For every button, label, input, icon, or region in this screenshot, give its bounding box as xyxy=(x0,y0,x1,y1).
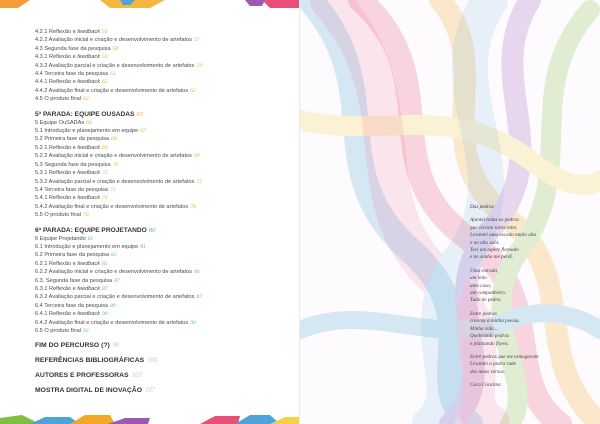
toc-entry[interactable] xyxy=(35,78,285,86)
toc-entry[interactable] xyxy=(35,95,285,103)
section-title: 6ª PARADA: EQUIPE PROJETANDO xyxy=(35,226,147,234)
toc-entry-text: 5.2 Primeira fase da pesquisa xyxy=(35,136,110,143)
poem-line: dos meus versos. xyxy=(470,368,506,375)
toc-major-title: AUTORES E PROFESSORAS xyxy=(35,372,129,380)
toc-entry-emphasis: feedback xyxy=(77,79,100,86)
page-number: 69 xyxy=(193,153,200,160)
toc-entry[interactable] xyxy=(35,277,285,285)
page-number: 65 xyxy=(136,110,143,118)
toc-entry[interactable] xyxy=(35,211,285,219)
toc-entry-text: 6.2.1 Reflexão e xyxy=(35,260,78,267)
page-number: 76 xyxy=(190,203,196,210)
poem-line: Levantei uma escada muito alta xyxy=(470,232,537,239)
poem-line: que vieram sobre mim. xyxy=(470,224,518,231)
toc-major-entry[interactable] xyxy=(35,371,285,381)
toc-list xyxy=(35,28,285,396)
page-number: 81 xyxy=(140,243,146,250)
toc-entry-emphasis: feedback xyxy=(77,260,100,267)
toc-entry-text: 5.4 Terceira fase da pesquisa xyxy=(35,186,108,193)
toc-entry-text: 6.4.1 Reflexão e xyxy=(35,311,78,318)
toc-entry[interactable] xyxy=(35,310,285,318)
toc-entry-emphasis: feedback xyxy=(77,29,100,35)
poem-stanza xyxy=(470,268,590,305)
toc-entry[interactable] xyxy=(35,36,285,44)
poem-stanza xyxy=(470,217,590,261)
page-number: 82 xyxy=(111,252,117,259)
toc-entry-text: 4.2.2 Avaliação inicial e criação e desenvolvimento de artefatos xyxy=(35,37,192,44)
poem-line: Levantei a pedra rude xyxy=(470,361,516,368)
toc-entry[interactable] xyxy=(35,203,285,211)
page-number: 87 xyxy=(196,294,203,301)
page-number: 70 xyxy=(112,161,119,168)
toc-entry-text: 4.3.1 Reflexão e xyxy=(35,54,78,61)
toc-entry[interactable] xyxy=(35,127,285,135)
toc-entry-text: 6.4.2 Avaliação final e criação e desenvolvimento de artefatos xyxy=(35,319,189,326)
toc-entry[interactable] xyxy=(35,319,285,327)
toc-entry-text: 6.4 Terceira fase da pesquisa xyxy=(35,302,108,309)
page-number: 96 xyxy=(112,342,120,350)
toc-entry[interactable] xyxy=(35,302,285,310)
toc-entry-text: 5.3 Segunda fase da pesquisa xyxy=(35,161,111,168)
page-number: 92 xyxy=(83,328,89,334)
page-number: 90 xyxy=(190,319,196,326)
toc-major-entry[interactable] xyxy=(35,386,285,396)
toc-entry[interactable] xyxy=(35,70,285,78)
toc-entry[interactable] xyxy=(35,144,285,152)
toc-entry[interactable] xyxy=(35,45,285,53)
toc-entry-text: 5 Equipe OuSADAs xyxy=(35,119,85,126)
toc-entry[interactable] xyxy=(35,161,285,169)
page-number: 89 xyxy=(109,302,116,309)
page-number: 59 xyxy=(102,54,108,61)
toc-section-4-entries xyxy=(35,28,285,104)
toc-entry-text: 6.2.2 Avaliação inicial e criação e desenvolvimento de artefatos xyxy=(35,269,192,276)
poem-line: um companheiro. xyxy=(470,290,507,297)
page-number: 62 xyxy=(190,87,196,94)
toc-entry[interactable] xyxy=(35,194,285,202)
page-number: 59 xyxy=(196,62,203,69)
poem-line: Ajuntei todas as pedras xyxy=(470,217,519,224)
toc-entry[interactable] xyxy=(35,268,285,276)
toc-entry-text: 5.5 O produto final xyxy=(35,212,82,219)
toc-entry[interactable] xyxy=(35,53,285,61)
toc-entry[interactable] xyxy=(35,28,285,36)
page-number: 66 xyxy=(86,119,92,126)
toc-entry[interactable] xyxy=(35,152,285,160)
page-number: 61 xyxy=(109,71,116,78)
toc-entry[interactable] xyxy=(35,260,285,268)
page-number: 72 xyxy=(102,170,108,177)
toc-section-6-heading[interactable] xyxy=(35,226,285,235)
page-number: 84 xyxy=(193,269,200,276)
page-number: 57 xyxy=(193,37,200,44)
page-number: 107 xyxy=(145,387,156,395)
toc-entry-text: 5.2.1 Reflexão e xyxy=(35,144,78,151)
toc-entry-text: 6.3. Segunda fase da pesquisa xyxy=(35,277,113,284)
poem-stanzas xyxy=(470,217,590,376)
page-number: 103 xyxy=(131,372,142,380)
page-number: 87 xyxy=(114,277,120,284)
toc-entry-text: 4.2.1 Reflexão e xyxy=(35,29,78,35)
toc-entry-text: 4.4.1 Reflexão e xyxy=(35,79,78,86)
page-number: 67 xyxy=(140,128,146,135)
decorative-top-border xyxy=(0,0,300,8)
toc-entry[interactable] xyxy=(35,327,285,335)
toc-entry[interactable] xyxy=(35,169,285,177)
poem-line: Minha vida... xyxy=(470,325,498,332)
toc-major-title: MOSTRA DIGITAL DE INOVAÇÃO xyxy=(35,387,142,395)
toc-entry-text: 6.5 O produto final xyxy=(35,328,82,334)
toc-entry-text: 4.3.2 Avaliação parcial e criação e desenvolvimento de artefatos xyxy=(35,62,195,69)
poem-line: Uma estrada, xyxy=(470,267,499,274)
poem-line: uma casa, xyxy=(470,282,492,289)
decorative-bottom-border xyxy=(0,415,300,424)
page-number: 100 xyxy=(147,357,158,365)
page-number: 56 xyxy=(102,29,108,35)
poem-line: Teci um tapete floreado xyxy=(470,247,519,254)
toc-entry-text: 6 Equipe Projetando xyxy=(35,235,86,242)
toc-entry-text: 5.3.1 Reflexão e xyxy=(35,170,78,177)
page-number: 58 xyxy=(112,45,119,52)
poem-line: Tudo de pedra. xyxy=(470,297,502,304)
toc-entry-text: 5.1 Introdução e planejamento em equipe xyxy=(35,128,139,135)
page-number: 78 xyxy=(83,212,89,219)
toc-major-entry[interactable] xyxy=(35,356,285,366)
toc-entry[interactable] xyxy=(35,251,285,259)
toc-entry-text: 4.4.2 Avaliação final e criação e desenvolvimento de artefatos xyxy=(35,87,189,94)
page-number: 80 xyxy=(148,226,156,234)
section-title: 5ª PARADA: EQUIPE OUSADAS xyxy=(35,110,135,118)
toc-entry-text: 4.5 O produto final xyxy=(35,96,82,103)
poem-line: cresceu a minha poesia. xyxy=(470,318,520,325)
toc-entry-text: 5.2.2 Avaliação inicial e criação e desenvolvimento de artefatos xyxy=(35,153,192,160)
poem-line: Quebrando pedras xyxy=(470,333,510,340)
toc-entry-text: 6.3.1 Reflexão e xyxy=(35,285,78,292)
toc-major-title: FIM DO PERCURSO (?) xyxy=(35,342,110,350)
toc-entry-text: 4.3 Segunda fase da pesquisa xyxy=(35,45,111,52)
toc-entry-text: 6.1 Introdução e planejamento em equipe xyxy=(35,243,139,250)
page-number: 87 xyxy=(102,285,108,292)
page-number: 63 xyxy=(83,96,89,103)
toc-entry-text: 5.4.1 Reflexão e xyxy=(35,195,78,202)
poem-line: e plantando flores. xyxy=(470,340,509,347)
page-number: 81 xyxy=(87,235,94,242)
toc-entry[interactable] xyxy=(35,186,285,194)
toc-entry-text: 5.3.2 Avaliação parcial e criação e desenvolvimento de artefatos xyxy=(35,178,195,185)
page-number: 72 xyxy=(196,178,203,185)
poem xyxy=(470,204,590,390)
toc-section-5-heading[interactable] xyxy=(35,110,285,119)
poem-stanza xyxy=(470,354,590,376)
page-number: 68 xyxy=(111,136,117,143)
poem-line: e no alto subi. xyxy=(470,239,500,246)
toc-section-6-entries xyxy=(35,235,285,336)
poem-author: Cora Coralina xyxy=(470,382,501,389)
toc-entry[interactable] xyxy=(35,62,285,70)
toc-entry[interactable] xyxy=(35,119,285,127)
page-number: 83 xyxy=(102,260,108,267)
toc-entry[interactable] xyxy=(35,293,285,301)
toc-entry[interactable] xyxy=(35,135,285,143)
poem-title: Das pedras xyxy=(470,204,494,210)
toc-entry-emphasis: feedback xyxy=(77,170,100,177)
toc-entry[interactable] xyxy=(35,243,285,251)
poem-page xyxy=(300,0,600,424)
toc-entry-emphasis: feedback xyxy=(77,54,100,61)
toc-entry-emphasis: feedback xyxy=(77,195,100,202)
toc-entry-text: 4.4 Terceira fase da pesquisa xyxy=(35,71,108,78)
toc-entry-text: 6.2 Primeira fase da pesquisa xyxy=(35,252,110,259)
poem-stanza xyxy=(470,311,590,348)
toc-entry[interactable] xyxy=(35,285,285,293)
toc-major-entry[interactable] xyxy=(35,341,285,351)
page-number: 62 xyxy=(102,79,108,86)
page-number: 73 xyxy=(109,186,116,193)
poem-line: Entre pedras xyxy=(470,310,497,317)
toc-entry-text: 5.4.2 Avaliação final e criação e desenvolvimento de artefatos xyxy=(35,203,189,210)
poem-line: e no sonho me perdi. xyxy=(470,254,514,261)
toc-major-title: REFERÊNCIAS BIBLIOGRÁFICAS xyxy=(35,357,145,365)
toc-section-5-entries xyxy=(35,119,285,220)
poem-line: um leito xyxy=(470,275,487,282)
page-number: 69 xyxy=(102,144,108,151)
page-number: 90 xyxy=(102,311,108,318)
toc-major-sections xyxy=(35,341,285,396)
toc-entry[interactable] xyxy=(35,178,285,186)
poem-line: Entre pedras que me esmagavam xyxy=(470,353,539,360)
toc-entry-text: 6.3.2 Avaliação parcial e criação e desenvolvimento de artefatos xyxy=(35,294,195,301)
toc-entry[interactable] xyxy=(35,235,285,243)
toc-entry[interactable] xyxy=(35,87,285,95)
page-number: 74 xyxy=(102,195,108,202)
toc-entry-emphasis: feedback xyxy=(77,285,100,292)
toc-entry-emphasis: feedback xyxy=(77,144,100,151)
toc-entry-emphasis: feedback xyxy=(77,311,100,318)
